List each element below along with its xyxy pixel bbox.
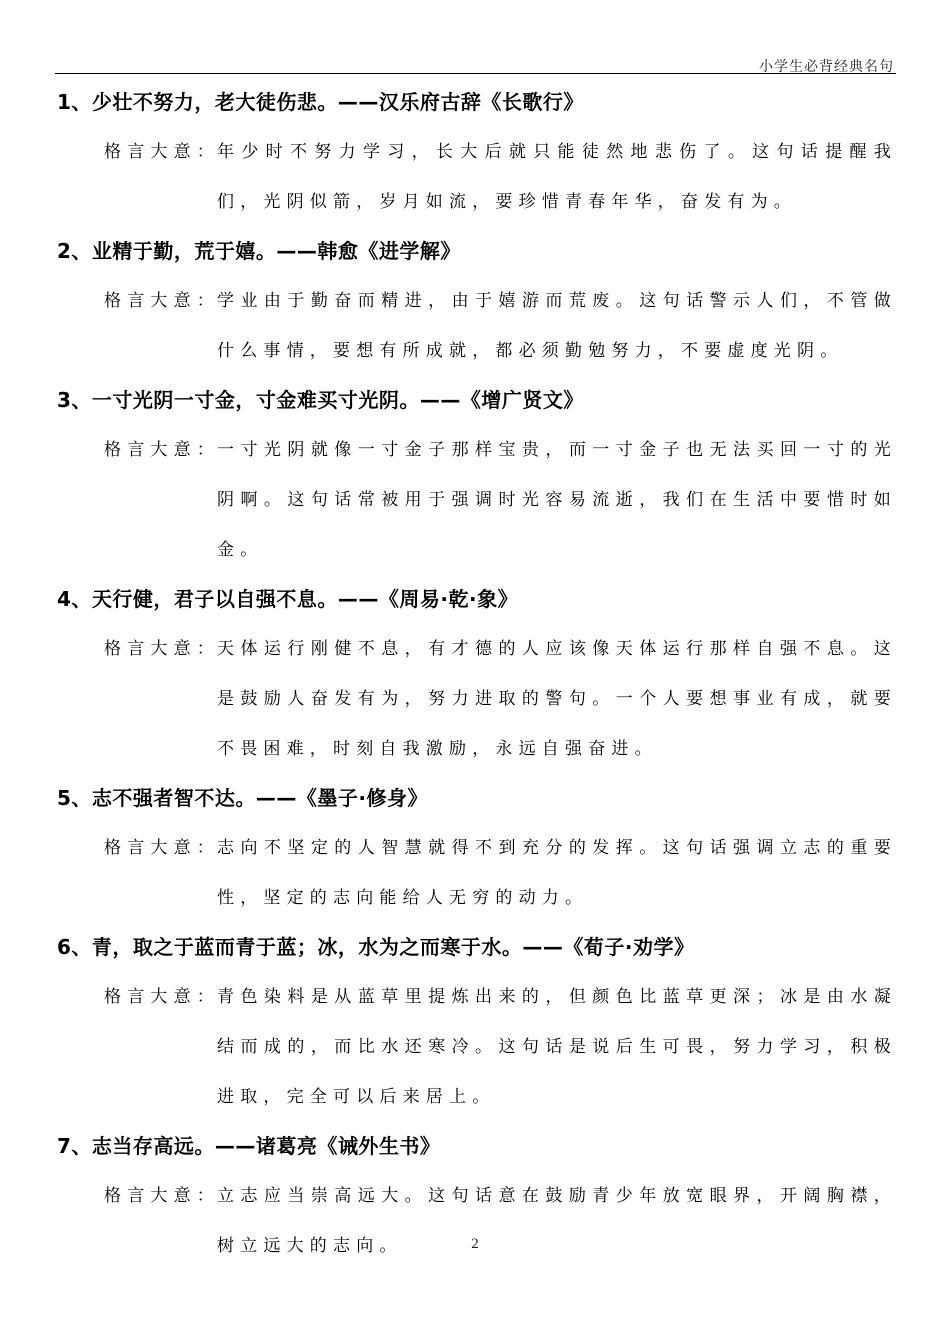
quote-entry-5 bbox=[57, 774, 897, 923]
quote-title: 5、志不强者智不达。——《墨子·修身》 bbox=[57, 786, 429, 810]
quote-list bbox=[57, 78, 897, 1271]
meaning-label: 格言大意： bbox=[104, 291, 220, 311]
meaning-text: 立志应当崇高远大。这句话意在鼓励青少年放宽眼界，开阔胸襟，树立远大的志向。 bbox=[217, 1186, 897, 1256]
quote-entry-1 bbox=[57, 78, 897, 227]
quote-meaning bbox=[57, 624, 897, 774]
quote-meaning bbox=[57, 972, 897, 1122]
quote-entry-3 bbox=[57, 376, 897, 575]
meaning-label: 格言大意： bbox=[104, 142, 220, 162]
meaning-text: 志向不坚定的人智慧就得不到充分的发挥。这句话强调立志的重要性，坚定的志向能给人无穷的动力。 bbox=[217, 838, 897, 908]
quote-title: 6、青，取之于蓝而青于蓝；冰，水为之而寒于水。——《荀子·劝学》 bbox=[57, 935, 695, 959]
quote-title: 2、业精于勤，荒于嬉。——韩愈《进学解》 bbox=[57, 239, 461, 263]
quote-entry-2 bbox=[57, 227, 897, 376]
running-header: 小学生必背经典名句 bbox=[759, 59, 894, 75]
meaning-text: 学业由于勤奋而精进，由于嬉游而荒废。这句话警示人们，不管做什么事情，要想有所成就，都必须勤勉努力，不要虚度光阴。 bbox=[217, 291, 897, 361]
meaning-label: 格言大意： bbox=[104, 440, 220, 460]
header-divider bbox=[55, 73, 896, 74]
quote-meaning bbox=[57, 1171, 897, 1271]
meaning-text: 一寸光阴就像一寸金子那样宝贵，而一寸金子也无法买回一寸的光阴啊。这句话常被用于强调时光容易流逝，我们在生活中要惜时如金。 bbox=[217, 440, 897, 560]
meaning-text: 天体运行刚健不息，有才德的人应该像天体运行那样自强不息。这是鼓励人奋发有为，努力进取的警句。一个人要想事业有成，就要不畏困难，时刻自我激励，永远自强奋进。 bbox=[217, 639, 897, 759]
quote-title: 7、志当存高远。——诸葛亮《诫外生书》 bbox=[57, 1134, 441, 1158]
meaning-label: 格言大意： bbox=[104, 1186, 220, 1206]
quote-title: 1、少壮不努力，老大徒伤悲。——汉乐府古辞《长歌行》 bbox=[57, 90, 584, 114]
meaning-text: 年少时不努力学习，长大后就只能徒然地悲伤了。这句话提醒我们，光阴似箭，岁月如流，要珍惜青春年华，奋发有为。 bbox=[217, 142, 897, 212]
meaning-label: 格言大意： bbox=[104, 838, 220, 858]
quote-meaning bbox=[57, 127, 897, 227]
quote-title: 3、一寸光阴一寸金，寸金难买寸光阴。——《增广贤文》 bbox=[57, 388, 584, 412]
quote-entry-4 bbox=[57, 575, 897, 774]
quote-meaning bbox=[57, 276, 897, 376]
meaning-text: 青色染料是从蓝草里提炼出来的，但颜色比蓝草更深；冰是由水凝结而成的，而比水还寒冷。这句话是说后生可畏，努力学习，积极进取，完全可以后来居上。 bbox=[217, 987, 897, 1107]
page-number: 2 bbox=[471, 1236, 479, 1252]
quote-meaning bbox=[57, 425, 897, 575]
quote-title: 4、天行健，君子以自强不息。——《周易·乾·象》 bbox=[57, 587, 519, 611]
quote-meaning bbox=[57, 823, 897, 923]
meaning-label: 格言大意： bbox=[104, 987, 220, 1007]
meaning-label: 格言大意： bbox=[104, 639, 220, 659]
quote-entry-6 bbox=[57, 923, 897, 1122]
